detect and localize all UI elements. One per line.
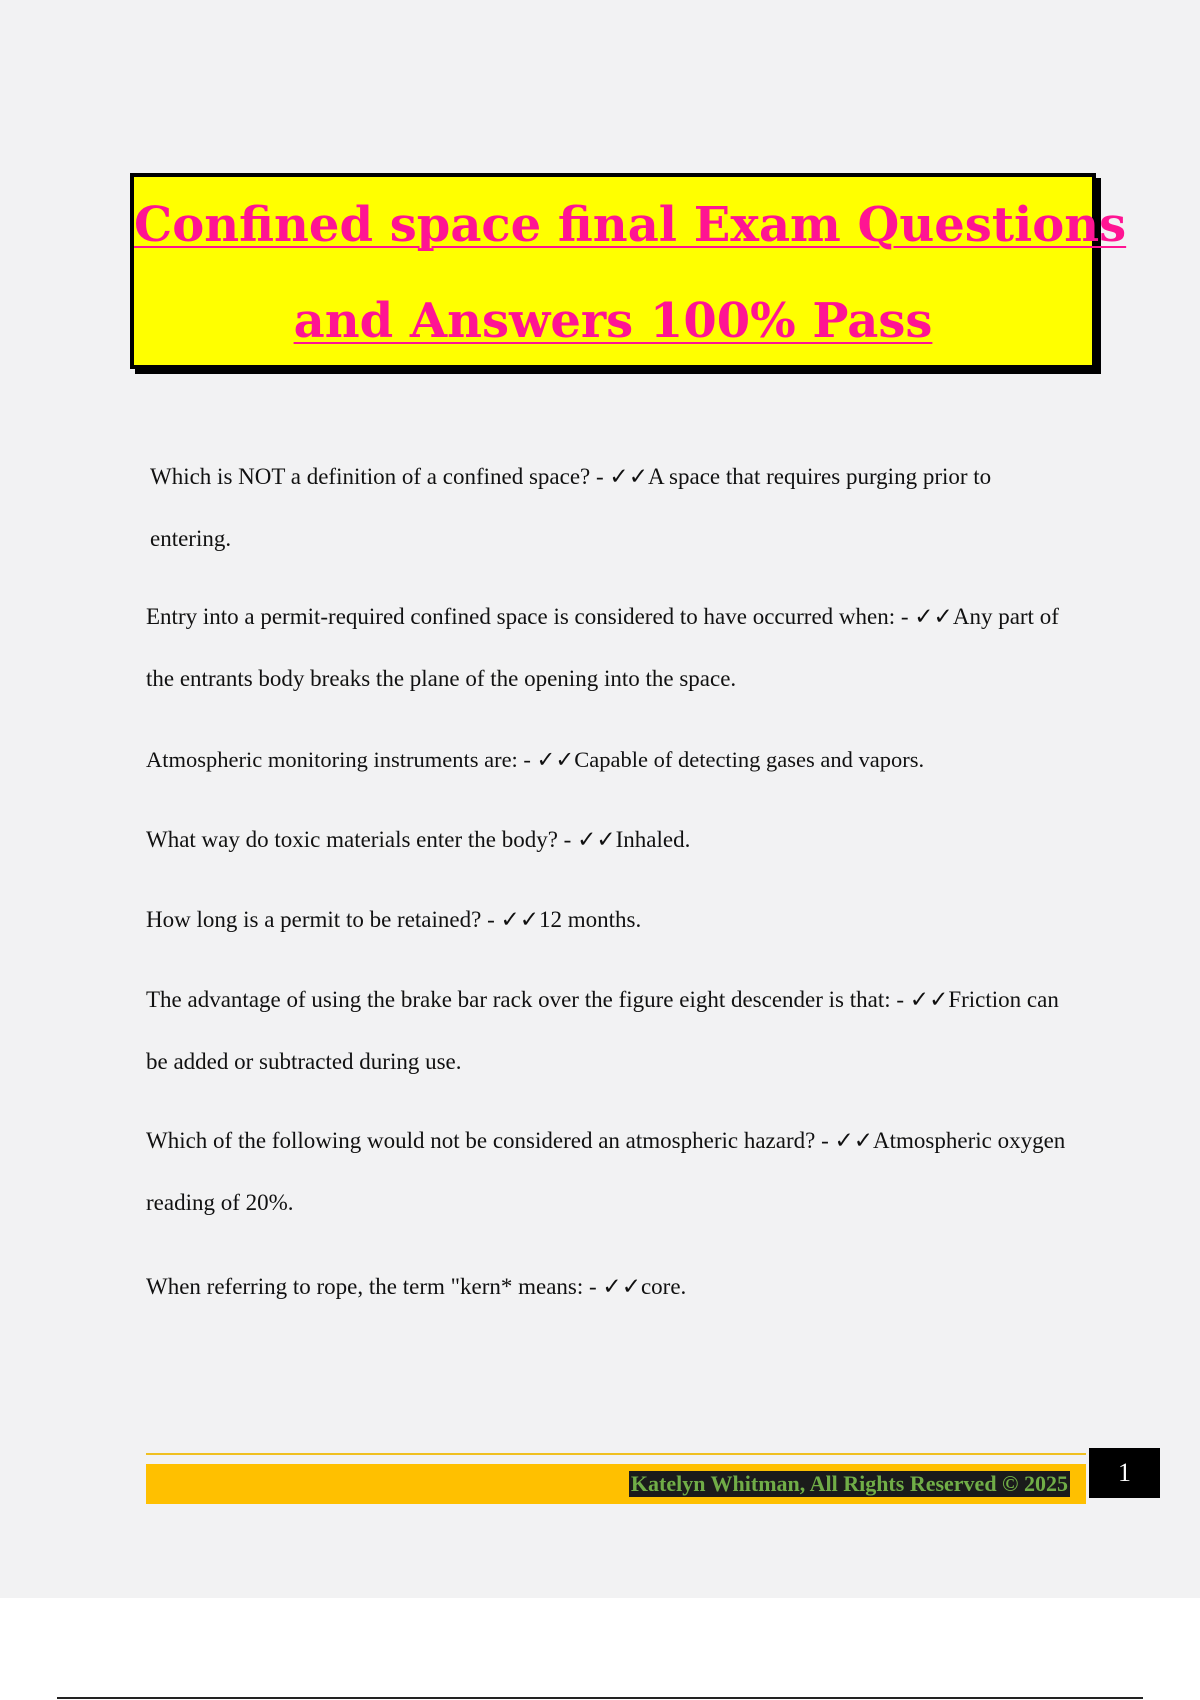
qa-item-3: Atmospheric monitoring instruments are: - ✓✓Capable of detecting gases and vapors.	[146, 747, 925, 772]
footer-rule	[146, 1453, 1086, 1455]
qa-item-1: Which is NOT a definition of a confined space? - ✓✓A space that requires purging prior to entering.	[150, 464, 992, 551]
viewer-divider	[57, 1697, 1143, 1699]
footer-copyright: Katelyn Whitman, All Rights Reserved © 2025	[630, 1471, 1068, 1496]
title-text-2: and Answers 100% Pass	[293, 293, 933, 349]
qa-item-2: Entry into a permit-required confined space is considered to have occurred when: - ✓✓Any part of the entrants body breaks the plane of the opening into the space.	[146, 604, 1059, 691]
qa-item-7: Which of the following would not be considered an atmospheric hazard? - ✓✓Atmospheric oxygen reading of 20%.	[146, 1128, 1066, 1215]
footer-bar	[146, 1464, 1086, 1504]
qa-item-8: When referring to rope, the term "kern* means: - ✓✓core.	[146, 1274, 687, 1299]
title-banner	[130, 173, 1127, 369]
qa-item-4: What way do toxic materials enter the body? - ✓✓Inhaled.	[146, 827, 691, 852]
qa-item-5: How long is a permit to be retained? - ✓✓12 months.	[146, 907, 642, 932]
title-line-1	[134, 177, 1127, 273]
title-line-2	[134, 273, 1092, 369]
title-text-1: Confined space final Exam Questions	[134, 197, 1127, 253]
qa-item-6: The advantage of using the brake bar rack over the figure eight descender is that: - ✓✓Friction can be added or subtracted during use.	[146, 987, 1059, 1074]
page-number: 1	[1089, 1448, 1160, 1498]
